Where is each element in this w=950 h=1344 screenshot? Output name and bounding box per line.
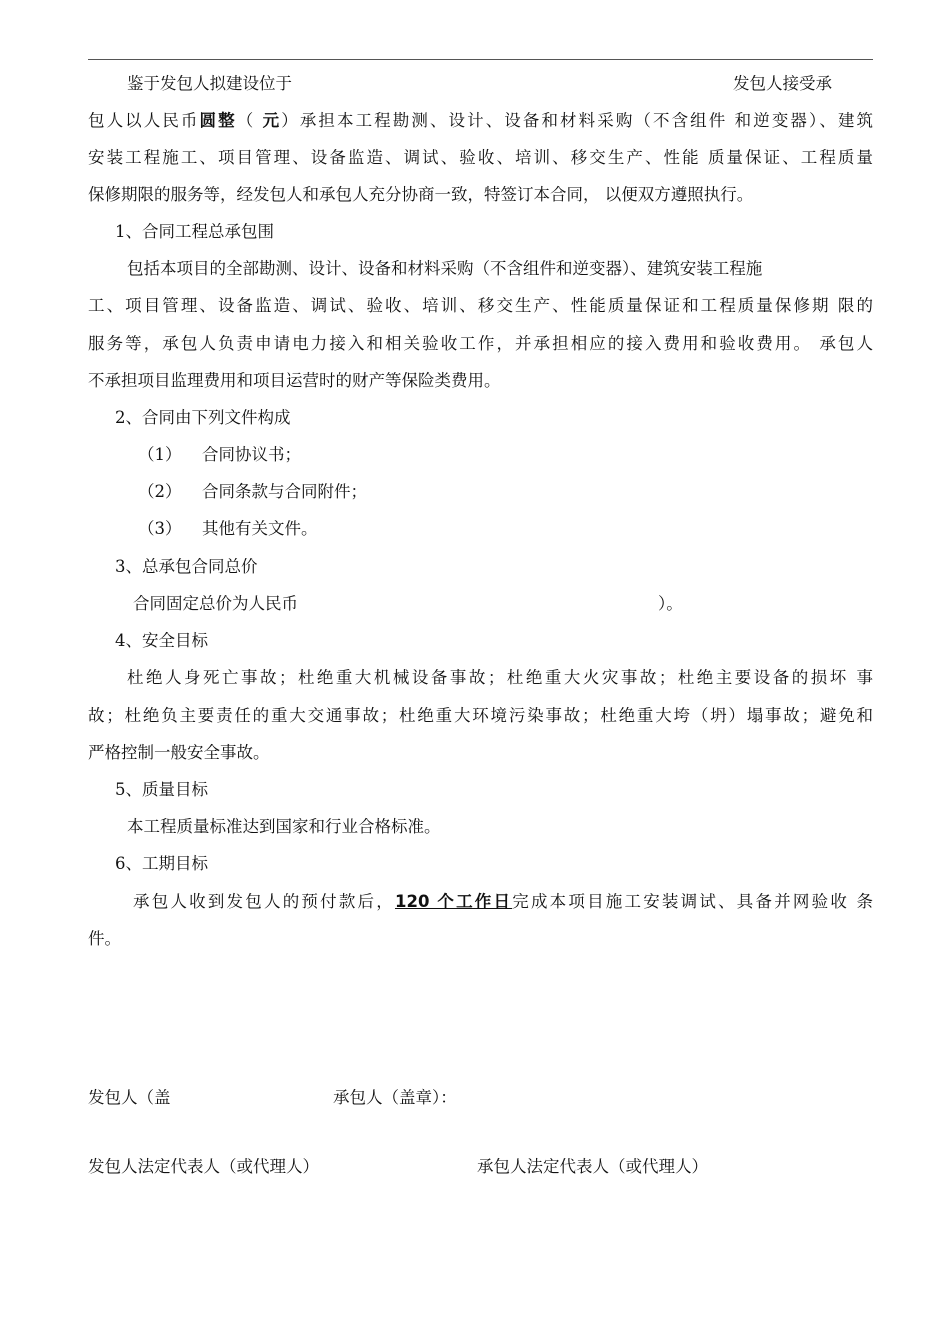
employer-seal-label: 发包人（盖 bbox=[88, 1088, 171, 1107]
document-item-num: （3） bbox=[138, 519, 182, 538]
amount-unit: 元 bbox=[262, 111, 282, 130]
section-6-line-1 bbox=[133, 891, 873, 913]
contractor-seal-label: 承包人（盖章）： bbox=[333, 1088, 457, 1107]
section-6-heading: 6、工期目标 bbox=[115, 854, 208, 873]
intro-line-1-left: 鉴于发包人拟建设位于 bbox=[127, 74, 292, 93]
section-1-line-2: 工、项目管理、设备监造、调试、验收、培训、移交生产、性能质量保证和工程质量保修期 限的 bbox=[88, 296, 873, 315]
document-item-text: 合同条款与合同附件； bbox=[202, 482, 367, 501]
contract-price-label: 合同固定总价为人民币 bbox=[133, 594, 298, 613]
intro-text-rest: ）承担本工程勘测、设计、设备和材料采购（不含组件 和逆变器）、建筑 bbox=[281, 111, 873, 130]
section-1-heading: 1、合同工程总承包围 bbox=[115, 222, 274, 241]
section-4-line-3: 严格控制一般安全事故。 bbox=[88, 743, 270, 762]
paren-open: （ bbox=[236, 111, 256, 130]
document-item-num: （2） bbox=[138, 482, 182, 501]
intro-text: 包人以人民币 bbox=[88, 111, 200, 130]
employer-rep-label: 发包人法定代表人（或代理人） bbox=[88, 1157, 319, 1176]
schedule-days: 120 个工作日 bbox=[394, 892, 513, 911]
section-1-line-4: 不承担项目监理费用和项目运营时的财产等保险类费用。 bbox=[88, 371, 501, 390]
intro-line-2 bbox=[88, 110, 873, 132]
section-1-line-3: 服务等，承包人负责申请电力接入和相关验收工作，并承担相应的接入费用和验收费用。 承包人 bbox=[88, 334, 873, 353]
section-4-line-2: 故；杜绝负主要责任的重大交通事故；杜绝重大环境污染事故；杜绝重大垮（坍）塌事故；避免和 bbox=[88, 706, 873, 725]
intro-line-3: 安装工程施工、项目管理、设备监造、调试、验收、培训、移交生产、性能 质量保证、工程质量 bbox=[88, 148, 873, 167]
section-3-heading: 3、总承包合同总价 bbox=[115, 557, 258, 576]
document-item-text: 其他有关文件。 bbox=[202, 519, 318, 538]
schedule-text: 承包人收到发包人的预付款后， bbox=[133, 892, 395, 911]
contract-price-close: ）。 bbox=[658, 594, 683, 613]
section-5-heading: 5、质量目标 bbox=[115, 780, 208, 799]
schedule-text-rest: 完成本项目施工安装调试、具备并网验收 条 bbox=[512, 892, 873, 911]
section-5-line-1: 本工程质量标准达到国家和行业合格标准。 bbox=[127, 817, 441, 836]
document-item-num: （1） bbox=[138, 445, 182, 464]
section-4-line-1: 杜绝人身死亡事故；杜绝重大机械设备事故；杜绝重大火灾事故；杜绝主要设备的损坏 事 bbox=[127, 668, 873, 687]
amount-words: 圆整 bbox=[199, 111, 237, 130]
intro-line-1-right: 发包人接受承 bbox=[733, 74, 832, 93]
contractor-rep-label: 承包人法定代表人（或代理人） bbox=[477, 1157, 708, 1176]
section-1-line-1: 包括本项目的全部勘测、设计、设备和材料采购（不含组件和逆变器）、建筑安装工程施 bbox=[127, 259, 763, 278]
section-6-line-2: 件。 bbox=[88, 929, 121, 948]
section-2-heading: 2、合同由下列文件构成 bbox=[115, 408, 291, 427]
section-4-heading: 4、安全目标 bbox=[115, 631, 208, 650]
document-item-text: 合同协议书； bbox=[202, 445, 301, 464]
intro-line-4: 保修期限的服务等，经发包人和承包人充分协商一致，特签订本合同， 以便双方遵照执行。 bbox=[88, 185, 754, 204]
header-rule bbox=[88, 59, 873, 60]
